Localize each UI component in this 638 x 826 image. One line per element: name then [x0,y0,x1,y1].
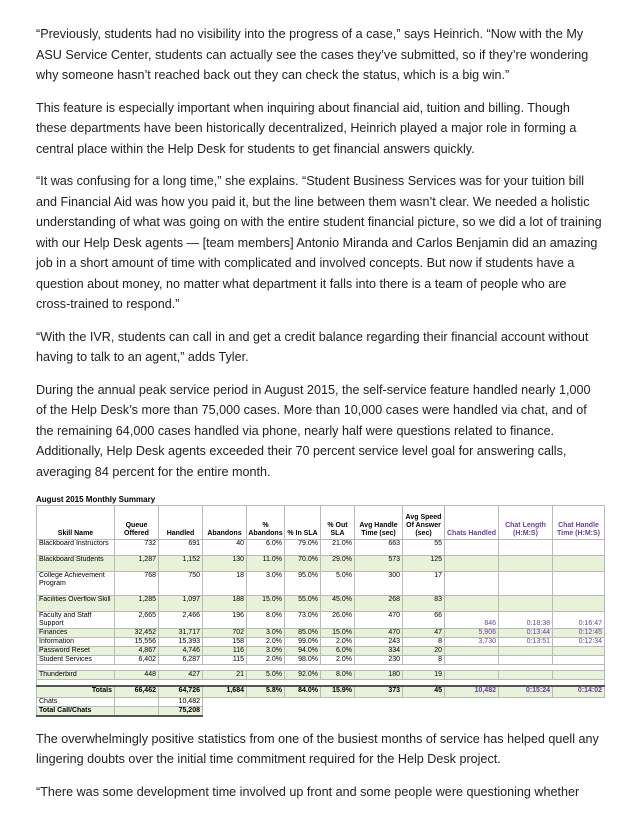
cell-offered: 1,285 [115,596,159,612]
cell-out-sla: 21.0% [321,540,355,556]
cell-offered: 732 [115,540,159,556]
cell-chat-handle-time [553,596,605,612]
cell-chats [445,656,499,665]
cell-handled: 64,726 [159,686,203,697]
cell-asa: 83 [403,596,445,612]
cell-asa: 125 [403,556,445,572]
cell-chat-length [499,647,553,656]
cell-totals-label: Totals [37,686,115,697]
cell-in-sla: 85.0% [285,629,321,638]
table-row [37,671,605,680]
cell-asa: 55 [403,540,445,556]
cell-in-sla: 79.0% [285,540,321,556]
cell-aht: 300 [355,572,403,596]
cell-handled: 4,746 [159,647,203,656]
cell-pct-abandons: 3.0% [247,647,285,656]
cell-skill-name: Student Services [37,656,115,665]
cell-abandons: 115 [203,656,247,665]
cell-aht: 470 [355,629,403,638]
total-calls-row [37,706,605,716]
cell-offered: 1,287 [115,556,159,572]
cell-skill-name: Information [37,638,115,647]
cell-chats-value: 10,482 [159,697,203,706]
paragraph: During the annual peak service period in August 2015, the self-service feature handled nearly 1,000 of the Help Desk’s more than 75,000 cases. More than 10,000 cases were handled via chat, and of the remaining 64,000 cases handled via phone, nearly half were questions related to finance. Additionally, Help Desk agents exceeded their 70 percent service level goal for answering calls, averaging 84 percent for the entire month. [36,382,591,479]
cell-aht: 663 [355,540,403,556]
cell-chats: 10,482 [445,686,499,697]
cell-asa: 47 [403,629,445,638]
cell-out-sla: 2.0% [321,656,355,665]
cell-in-sla: 95.0% [285,572,321,596]
cell-handled: 15,393 [159,638,203,647]
cell-chat-length [499,671,553,680]
cell-chat-length: 0:13:44 [499,629,553,638]
cell-skill-name: Facilities Overflow Skill [37,596,115,612]
cell-offered: 6,402 [115,656,159,665]
cell-in-sla: 99.0% [285,638,321,647]
cell-handled: 31,717 [159,629,203,638]
table-row [37,656,605,665]
cell-total-calls-value: 75,208 [159,706,203,716]
cell-chats [445,556,499,572]
cell-skill-name: Thunderbird [37,671,115,680]
cell-chat-length [499,656,553,665]
article-page [36,24,602,814]
table-row [37,572,605,596]
cell-chat-handle-time [553,647,605,656]
cell-pct-abandons: 11.0% [247,556,285,572]
cell-chats [445,596,499,612]
paragraph: “Previously, students had no visibility into the progress of a case,” says Heinrich. “Now with the My ASU Service Center, students can actually see the cases they’ve submitted, so if they’re wondering why someone hasn’t reached back out they can check the status, which is a big win.” [36,27,589,82]
cell-empty [203,706,605,716]
cell-chats [445,572,499,596]
cell-in-sla: 73.0% [285,612,321,629]
cell-chat-length: 0:13:51 [499,638,553,647]
monthly-summary-table [36,494,604,717]
paragraph: This feature is especially important when inquiring about financial aid, tuition and billing. Though these departments have been historically decentralized, Heinrich played a major role in forming a central place within the Help Desk for students to get financial answers quickly. [36,100,577,156]
cell-abandons: 158 [203,638,247,647]
paragraph: “There was some development time involved up front and some people were questioning whether [36,784,580,799]
cell-in-sla: 98.0% [285,656,321,665]
cell-asa: 20 [403,647,445,656]
cell-in-sla: 92.0% [285,671,321,680]
table-row [37,647,605,656]
cell-handled: 750 [159,572,203,596]
cell-skill-name: Faculty and Staff Support [37,612,115,629]
cell-aht: 243 [355,638,403,647]
header-chat-handle-time: Chat Handle Time (H:M:S) [553,506,605,540]
cell-chat-handle-time [553,572,605,596]
cell-abandons: 116 [203,647,247,656]
cell-handled: 691 [159,540,203,556]
cell-skill-name: Blackboard Students [37,556,115,572]
header-skill-name: Skill Name [37,506,115,540]
cell-abandons: 702 [203,629,247,638]
header-abandons: Abandons [203,506,247,540]
cell-chat-handle-time: 0:12:34 [553,638,605,647]
cell-pct-abandons: 2.0% [247,638,285,647]
cell-chat-handle-time [553,656,605,665]
cell-abandons: 196 [203,612,247,629]
cell-out-sla: 6.0% [321,647,355,656]
cell-out-sla: 8.0% [321,671,355,680]
cell-chat-length: 0:15:24 [499,686,553,697]
cell-chats [445,647,499,656]
table-row [37,596,605,612]
cell-skill-name: Blackboard Instructors [37,540,115,556]
header-avg-speed-answer: Avg Speed Of Answer (sec) [403,506,445,540]
cell-chat-handle-time [553,671,605,680]
cell-chat-length [499,572,553,596]
cell-empty [115,706,159,716]
table-row [37,556,605,572]
cell-chats [445,671,499,680]
cell-skill-name: Finances [37,629,115,638]
cell-offered: 15,556 [115,638,159,647]
cell-out-sla: 2.0% [321,638,355,647]
cell-abandons: 40 [203,540,247,556]
cell-asa: 66 [403,612,445,629]
cell-abandons: 1,684 [203,686,247,697]
cell-empty [115,697,159,706]
cell-offered: 768 [115,572,159,596]
cell-aht: 180 [355,671,403,680]
cell-chat-length: 0:18:38 [499,612,553,629]
cell-asa: 8 [403,638,445,647]
cell-abandons: 18 [203,572,247,596]
cell-offered: 32,452 [115,629,159,638]
cell-aht: 573 [355,556,403,572]
cell-handled: 2,466 [159,612,203,629]
cell-asa: 45 [403,686,445,697]
cell-pct-abandons: 15.0% [247,596,285,612]
cell-chat-length [499,596,553,612]
cell-aht: 268 [355,596,403,612]
cell-chat-handle-time: 0:16:47 [553,612,605,629]
cell-chats-label: Chats [37,697,115,706]
cell-offered: 66,462 [115,686,159,697]
cell-handled: 6,287 [159,656,203,665]
table-header-row [37,506,605,540]
table-row [37,612,605,629]
cell-chat-handle-time: 0:14:02 [553,686,605,697]
paragraph: The overwhelmingly positive statistics from one of the busiest months of service has helped quell any lingering doubts over the initial time commitment required for the Help Desk project. [36,731,599,766]
cell-pct-abandons: 5.0% [247,671,285,680]
cell-chat-handle-time [553,556,605,572]
cell-in-sla: 84.0% [285,686,321,697]
cell-pct-abandons: 6.0% [247,540,285,556]
table-row [37,638,605,647]
cell-pct-abandons: 5.8% [247,686,285,697]
cell-skill-name: Password Reset [37,647,115,656]
cell-aht: 334 [355,647,403,656]
cell-out-sla: 15.0% [321,629,355,638]
cell-offered: 448 [115,671,159,680]
cell-chats [445,540,499,556]
header-chat-length: Chat Length (H:M:S) [499,506,553,540]
summary-table [36,505,605,717]
cell-handled: 427 [159,671,203,680]
cell-offered: 4,867 [115,647,159,656]
cell-handled: 1,152 [159,556,203,572]
table-row [37,540,605,556]
cell-chats: 5,906 [445,629,499,638]
cell-chat-length [499,540,553,556]
cell-asa: 19 [403,671,445,680]
header-handled: Handled [159,506,203,540]
header-chats-handled: Chats Handled [445,506,499,540]
chats-row [37,697,605,706]
cell-skill-name: College Achievement Program [37,572,115,596]
header-in-sla: % In SLA [285,506,321,540]
cell-abandons: 130 [203,556,247,572]
cell-aht: 230 [355,656,403,665]
cell-chat-handle-time: 0:12:45 [553,629,605,638]
cell-out-sla: 15.9% [321,686,355,697]
cell-out-sla: 45.0% [321,596,355,612]
table-row [37,629,605,638]
table-title: August 2015 Monthly Summary [36,495,156,504]
cell-out-sla: 29.0% [321,556,355,572]
header-pct-abandons: % Abandons [247,506,285,540]
cell-empty [203,697,605,706]
cell-chats: 3,730 [445,638,499,647]
cell-pct-abandons: 3.0% [247,629,285,638]
cell-abandons: 21 [203,671,247,680]
paragraph: “It was confusing for a long time,” she explains. “Student Business Services was for your tuition bill and Financial Aid was how you paid it, but the line between them wasn’t clear. We needed a holistic understanding of what was going on with the entire student financial picture, so we did a lot of training with our Help Desk agents — [team members] Antonio Miranda and Carlos Benjamin did an amazing job in a short amount of time with complicated and involved concepts. But now if students have a question about money, no matter what department it falls into there is a team of people who are cross-trained to respond.” [36,174,602,311]
cell-asa: 8 [403,656,445,665]
cell-out-sla: 5.0% [321,572,355,596]
cell-abandons: 188 [203,596,247,612]
totals-row [37,686,605,697]
cell-aht: 373 [355,686,403,697]
cell-offered: 2,665 [115,612,159,629]
cell-aht: 470 [355,612,403,629]
cell-asa: 17 [403,572,445,596]
cell-pct-abandons: 2.0% [247,656,285,665]
header-out-sla: % Out SLA [321,506,355,540]
cell-in-sla: 55.0% [285,596,321,612]
cell-chat-handle-time [553,540,605,556]
cell-handled: 1,097 [159,596,203,612]
paragraph: “With the IVR, students can call in and get a credit balance regarding their financial account without having to talk to an agent,” adds Tyler. [36,329,589,364]
cell-pct-abandons: 8.0% [247,612,285,629]
header-avg-handle-time: Avg Handle Time (sec) [355,506,403,540]
cell-in-sla: 94.0% [285,647,321,656]
cell-in-sla: 70.0% [285,556,321,572]
cell-pct-abandons: 3.0% [247,572,285,596]
cell-total-calls-label: Total Call/Chats [37,706,115,716]
header-queue-offered: Queue Offered [115,506,159,540]
cell-chats: 846 [445,612,499,629]
cell-out-sla: 26.0% [321,612,355,629]
cell-chat-length [499,556,553,572]
